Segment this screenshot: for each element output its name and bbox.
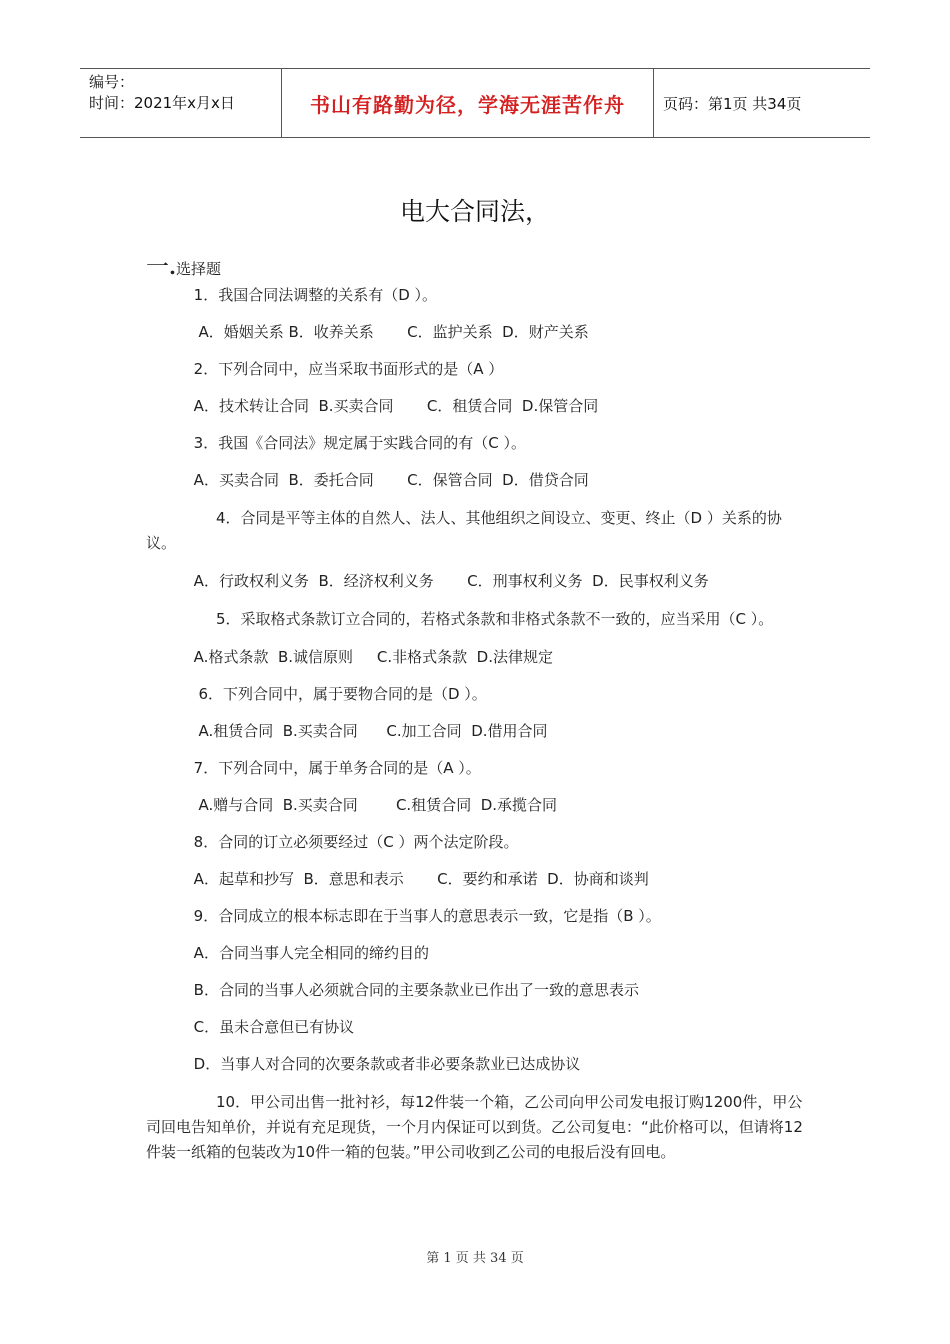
question-line: 9．合同成立的根本标志即在于当事人的意思表示一致，它是指（B ）。	[146, 907, 661, 925]
question-line: 3．我国《合同法》规定属于实践合同的有（C ）。	[146, 434, 526, 452]
question-line: 6．下列合同中，属于要物合同的是（D ）。	[146, 685, 487, 703]
question-line: 7．下列合同中，属于单务合同的是（A ）。	[146, 759, 481, 777]
option-line: A.租赁合同 B.买卖合同 C.加工合同 D.借用合同	[146, 722, 548, 740]
option-line: A．合同当事人完全相同的缔约目的	[146, 944, 429, 962]
question-list	[146, 284, 810, 1179]
option-line: C．虽未合意但已有协议	[146, 1018, 355, 1036]
option-line: A.赠与合同 B.买卖合同 C.租赁合同 D.承揽合同	[146, 796, 558, 814]
question-line: 1．我国合同法调整的关系有（D ）。	[146, 286, 438, 304]
option-line: A．技术转让合同 B.买卖合同 C．租赁合同 D.保管合同	[146, 397, 599, 415]
option-line: A．婚姻关系 B．收养关系 C．监护关系 D．财产关系	[146, 323, 589, 341]
option-line: A.格式条款 B.诚信原则 C.非格式条款 D.法律规定	[146, 648, 553, 666]
section-label: 选择题	[175, 260, 221, 278]
document-title: 电大合同法，	[399, 197, 550, 226]
document-header	[80, 68, 870, 138]
section-heading	[146, 248, 221, 281]
option-line: A．买卖合同 B．委托合同 C．保管合同 D．借贷合同	[146, 471, 589, 489]
question-line: 2．下列合同中，应当采取书面形式的是（A ）	[146, 360, 504, 378]
question-line: 5．采取格式条款订立合同的，若格式条款和非格式条款不一致的，应当采用（C ）。	[216, 610, 774, 628]
section-number: 一	[146, 254, 169, 280]
option-line: B．合同的当事人必须就合同的主要条款业已作出了一致的意思表示	[146, 981, 639, 999]
option-line: A．行政权利义务 B．经济权利义务 C．刑事权利义务 D．民事权利义务	[146, 572, 709, 590]
header-code: 编号：	[89, 73, 135, 91]
header-time: 时间：2021年x月x日	[89, 94, 235, 112]
header-motto-cell	[282, 69, 654, 137]
option-line: A．起草和抄写 B．意思和表示 C．要约和承诺 D．协商和谈判	[146, 870, 649, 888]
header-page-info: 页码：第1页 共34页	[663, 94, 802, 113]
question-line: 8．合同的订立必须要经过（C ）两个法定阶段。	[146, 833, 519, 851]
question-line: 10．甲公司出售一批衬衫，每12件装一个箱，乙公司向甲公司发电报订购1200件，甲公司回电告知单价，并说有充足现货，一个月内保证可以到货。乙公司复电：“此价格可以，但请将12件装一纸箱的包装改为10件一箱的包装。”甲公司收到乙公司的电报后没有回电。	[146, 1093, 803, 1161]
question-line: 4．合同是平等主体的自然人、法人、其他组织之间设立、变更、终止（D ）关系的协议。	[146, 509, 782, 552]
header-motto: 书山有路勤为径，学海无涯苦作舟	[310, 92, 625, 117]
header-meta	[80, 69, 282, 137]
page-footer: 第 1 页 共 34 页	[426, 1251, 524, 1266]
section-dot: .	[169, 255, 176, 279]
option-line: D．当事人对合同的次要条款或者非必要条款业已达成协议	[146, 1055, 581, 1073]
